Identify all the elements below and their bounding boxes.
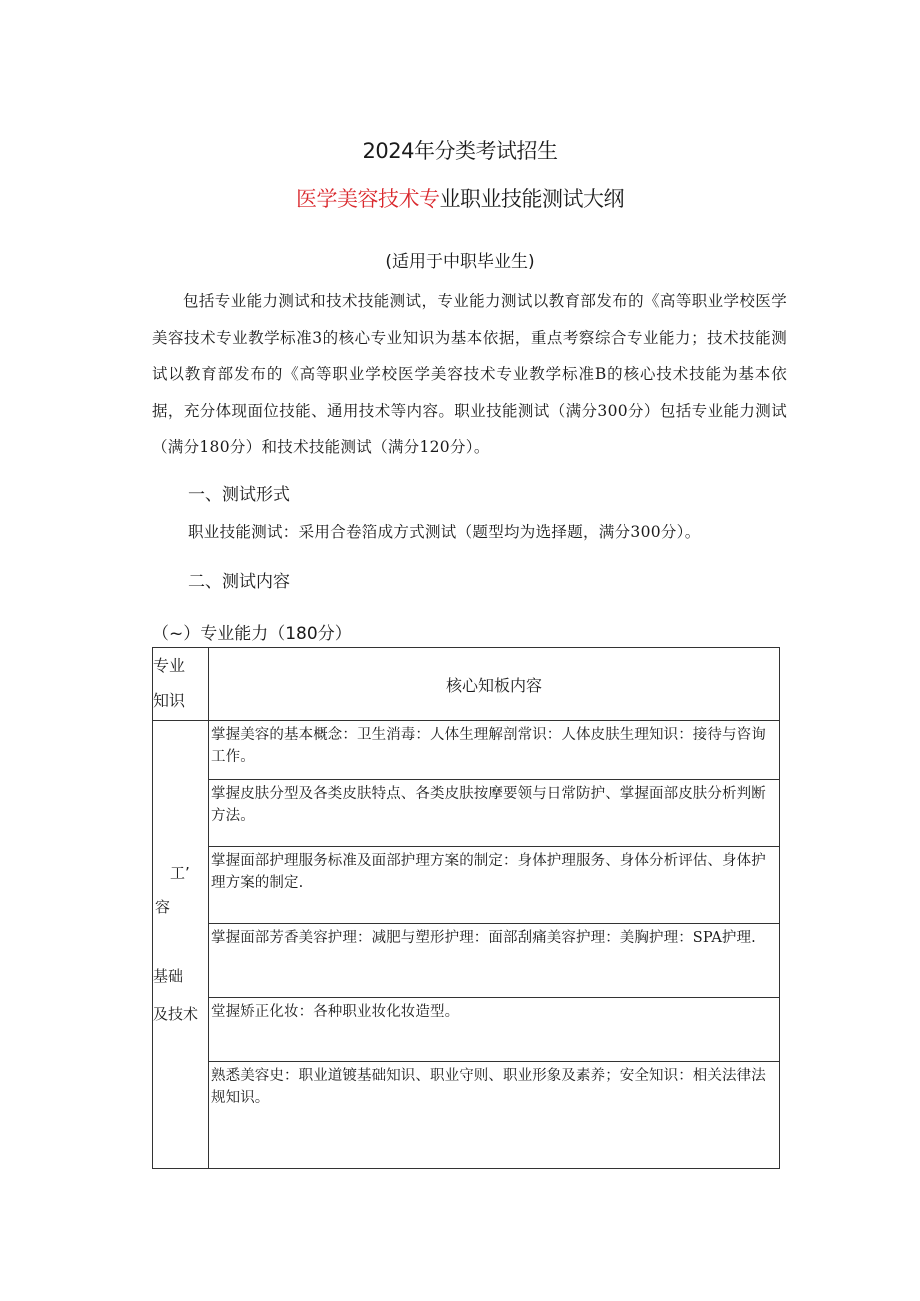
content-cell-2 bbox=[209, 780, 780, 847]
category-label-2: 容 bbox=[155, 898, 171, 916]
table-row bbox=[153, 998, 780, 1062]
document-subtitle-main bbox=[0, 184, 920, 214]
table-row bbox=[153, 1062, 780, 1169]
table-row bbox=[153, 721, 780, 780]
content-cell-1 bbox=[209, 721, 780, 780]
content-text-2: 掌握皮肤分型及各类皮肤特点、各类皮肤按摩要领与日常防护、掌握面部皮肤分析判断方法。 bbox=[211, 786, 766, 824]
section-heading-content: 二、测试内容 bbox=[188, 572, 290, 592]
content-table bbox=[152, 647, 780, 1169]
content-text-4: 掌握面部芳香美容护理：减肥与塑形护理：面部刮痛美容护理：美胸护理：SPA护理. bbox=[211, 930, 756, 946]
header-left-line2: 知识 bbox=[153, 691, 186, 710]
table-row bbox=[153, 847, 780, 924]
section-heading-format: 一、测试形式 bbox=[188, 485, 290, 505]
header-right-cell: 核心知板内容 bbox=[209, 648, 780, 721]
content-cell-3 bbox=[209, 847, 780, 924]
table-header-row bbox=[153, 648, 780, 721]
table-row bbox=[153, 780, 780, 847]
content-text-5: 堂握矫正化妆：各种职业妆化妆造型。 bbox=[211, 1004, 460, 1020]
intro-paragraph: 包括专业能力测试和技术技能测试，专业能力测试以教育部发布的《高等职业学校医学美容技术专业教学标准3的核心专业知识为基本依据，重点考察综合专业能力；技术技能测试以教育部发布的《高等职业学校医学美容技术专业教学标准B的核心技术技能为基本依据，充分体现面位技能、通用技术等内容。职业技能测试（满分300分）包括专业能力测试（满分180分）和技术技能测试（满分120分）。 bbox=[152, 292, 787, 456]
content-cell-5 bbox=[209, 998, 780, 1062]
section-text-format: 职业技能测试：采用合卷箔成方式测试（题型均为选择题，满分300分）。 bbox=[188, 523, 701, 541]
category-label-1: 工’ bbox=[170, 864, 190, 882]
header-left-cell bbox=[153, 648, 209, 721]
table-row bbox=[153, 924, 780, 998]
content-cell-4 bbox=[209, 924, 780, 998]
content-text-1: 掌握美容的基本概念：卫生消毒：人体生理解剖常识：人体皮肤生理知识：接待与咨询工作。 bbox=[211, 727, 766, 765]
document-title: 2024年分类考试招生 bbox=[362, 139, 558, 163]
content-text-6: 熟悉美容史：职业道镀基础知识、职业守则、职业形象及素养；安全知识：相关法律法规知识。 bbox=[211, 1068, 766, 1106]
content-cell-6 bbox=[209, 1062, 780, 1169]
header-left-line1: 专业 bbox=[153, 656, 186, 675]
title-rest: 业职业技能测试大纲 bbox=[439, 187, 624, 211]
subsection-heading-professional-ability: （~）专业能力（180分） bbox=[152, 624, 352, 644]
category-label-4: 及技术 bbox=[153, 1005, 199, 1023]
content-text-3: 掌握面部护理服务标准及面部护理方案的制定：身体护理服务、身体分析评估、身体护理方案的制定. bbox=[211, 853, 766, 891]
audience-note: (适用于中职毕业生) bbox=[385, 252, 535, 272]
title-highlight: 医学美容技术专 bbox=[296, 187, 440, 211]
category-cell bbox=[153, 721, 209, 1169]
category-label-3: 基础 bbox=[153, 967, 184, 985]
